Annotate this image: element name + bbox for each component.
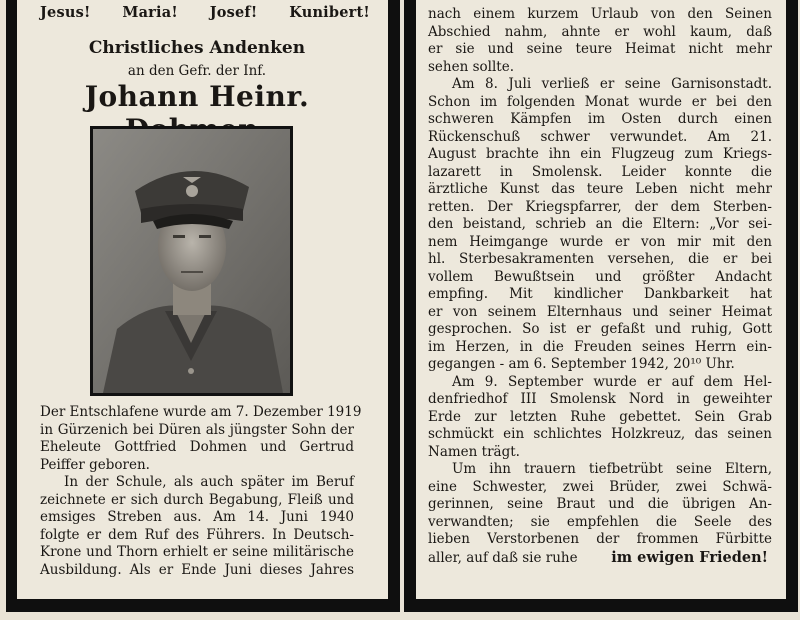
text-line: Um ihn trauern tiefbetrübt seine Eltern, xyxy=(452,461,772,477)
text-line: lieben Verstorbenen der frommen Fürbitte xyxy=(428,531,772,547)
invocation-maria: Maria! xyxy=(122,4,178,21)
text-line: nach einem kurzem Urlaub von den Seinen xyxy=(428,6,772,22)
text-line: Ausbildung. Als er Ende Juni dieses Jahres xyxy=(40,561,354,578)
text-line: schweren Kämpfen im Osten durch einen xyxy=(428,111,772,127)
closing-line xyxy=(428,549,772,568)
text-line: emsiges Streben aus. Am 14. Juni 1940 xyxy=(40,509,354,525)
biography-continuation xyxy=(428,6,772,567)
text-line: Abschied nahm, ahnte er wohl kaum, daß xyxy=(428,23,772,40)
memorial-heading: Christliches Andenken xyxy=(88,38,306,58)
text-line: schmückt ein schlichtes Holzkreuz, das seinen xyxy=(428,426,772,442)
portrait-photo xyxy=(90,126,293,396)
text-line: Am 8. Juli verließ er seine Garnisonstadt. xyxy=(452,76,772,92)
invocation-line xyxy=(40,4,370,21)
text-line: empfing. Mit kindlicher Dankbarkeit hat xyxy=(428,286,772,302)
text-line: Rückenschuß schwer verwundet. Am 21. xyxy=(428,128,772,145)
text-line: folgte er dem Ruf des Führers. In Deutsch- xyxy=(40,526,354,543)
text-line: er von seinem Elternhaus und seiner Heimat xyxy=(428,303,772,320)
biography-start xyxy=(40,404,362,579)
text-line: zeichnete er sich durch Begabung, Fleiß und xyxy=(40,491,354,508)
invocation-jesus: Jesus! xyxy=(40,4,91,21)
text-line: vollem Bewußtsein und größter Andacht xyxy=(428,268,772,285)
text-line: Am 9. September wurde er auf dem Hel- xyxy=(452,373,772,390)
text-line: Peiffer geboren. xyxy=(40,456,150,473)
text-line: gegangen - am 6. September 1942, 20¹⁰ Uhr. xyxy=(428,356,735,372)
memorial-subheading: an den Gefr. der Inf. xyxy=(127,63,267,79)
text-line: den beistand, schrieb an die Eltern: „Vor sei- xyxy=(428,216,772,232)
text-line: sehen sollte. xyxy=(428,58,514,75)
invocation-kunibert: Kunibert! xyxy=(289,4,370,21)
text-line: eine Schwester, zwei Brüder, zwei Schwä- xyxy=(428,478,772,495)
text-line: retten. Der Kriegspfarrer, der dem Sterben- xyxy=(428,198,772,215)
text-line: Schon im folgenden Monat wurde er bei den xyxy=(428,93,772,110)
text-line: im Herzen, in die Freuden seines Herrn ein- xyxy=(428,338,772,355)
text-line: Erde zur letzten Ruhe gebettet. Sein Grab xyxy=(428,408,772,425)
text-line: gerinnen, seine Braut und die übrigen An- xyxy=(428,496,772,512)
text-line: in Gürzenich bei Düren als jüngster Sohn der xyxy=(40,421,354,438)
text-line: In der Schule, als auch später im Beruf xyxy=(64,474,354,490)
text-line: Der Entschlafene wurde am 7. Dezember 1919 xyxy=(40,404,362,420)
text-line: August brachte ihn ein Flugzeug zum Kriegs- xyxy=(428,146,772,162)
text-line: hl. Sterbesakramenten versehen, die er bei xyxy=(428,251,772,267)
text-line: verwandten; sie empfehlen die Seele des xyxy=(428,513,772,530)
closing-text: aller, auf daß sie ruhe xyxy=(428,549,578,566)
text-line: Namen trägt. xyxy=(428,443,520,460)
deceased-name: Johann Heinr. xyxy=(84,80,310,113)
closing-phrase: im ewigen Frieden! xyxy=(611,548,768,566)
text-line: gesprochen. So ist er gefaßt und ruhig, Gott xyxy=(428,321,772,337)
text-line: nem Heimgange wurde er von mir mit den xyxy=(428,233,772,250)
invocation-josef: Josef! xyxy=(209,4,258,21)
text-line: er sie und seine teure Heimat nicht mehr xyxy=(428,41,772,57)
soldier-portrait-image xyxy=(93,129,290,393)
text-line: Eheleute Gottfried Dohmen und Gertrud xyxy=(40,439,354,455)
text-line: denfriedhof III Smolensk Nord in geweihter xyxy=(428,391,772,407)
text-line: lazarett in Smolensk. Leider konnte die xyxy=(428,163,772,180)
text-line: Krone und Thorn erhielt er seine militärische xyxy=(40,544,354,560)
text-line: ärztliche Kunst das teure Leben nicht mehr xyxy=(428,181,772,197)
